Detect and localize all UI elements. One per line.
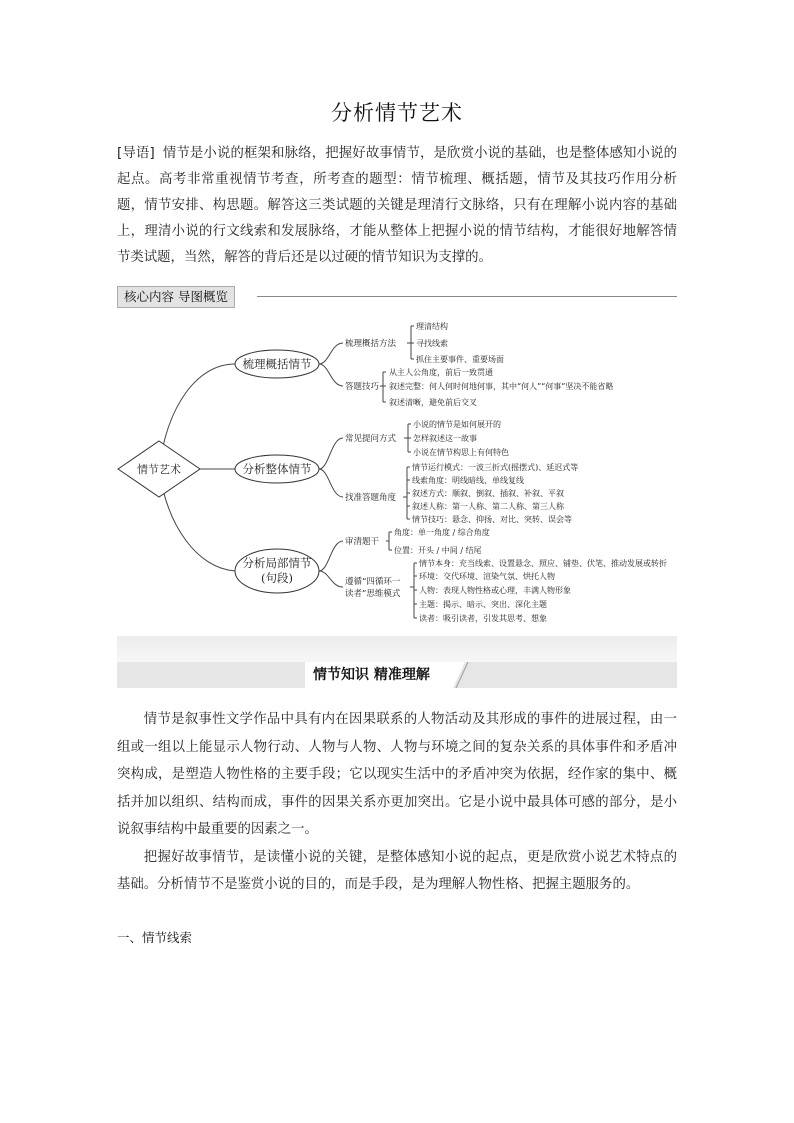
leaf-item: 从主人公角度，前后一致贯通 xyxy=(389,368,493,377)
sub-label: 梳理概括方法 xyxy=(345,339,397,349)
brace xyxy=(410,563,417,618)
page-title: 分析情节艺术 xyxy=(331,101,463,125)
leaf-item: 叙述清晰，避免前后交叉 xyxy=(389,398,477,407)
brace xyxy=(404,424,411,452)
leaf-item: 小说的情节是如何展开的 xyxy=(413,420,501,429)
section-label-overview: 核心内容 导图概览 xyxy=(117,286,235,308)
leaf-item: 怎样叙述这一故事 xyxy=(413,434,477,443)
intro-tag: [导语] xyxy=(117,146,155,161)
leaf-item: 叙述方式：顺叙、倒叙、插叙、补叙、平叙 xyxy=(412,489,564,498)
section-header-overview xyxy=(117,286,677,308)
intro-text: 情节是小说的框架和脉络，把握好故事情节，是欣赏小说的基础，也是整体感知小说的起点。高考非常重视情节考查，所考查的题型：情节梳理、概括题，情节及其技巧作用分析题，情节安排、构思题。解答这三类试题的关键是理清行文脉络，只有在理解小说内容的基础上，理清小说的行文线索和发展脉络，才能从整体上把握小说的情节结构，才能很好地解答情节类试题，当然，解答的背后还是以过硬的情节知识为支撑的。 xyxy=(117,146,678,265)
leaf-item: 人物：表现人物性格或心理，丰满人物形象 xyxy=(419,586,571,595)
section-label-knowledge: 情节知识 精准理解 xyxy=(313,667,430,683)
brace xyxy=(403,467,410,519)
branch-label-2: 分析整体情节 xyxy=(242,462,312,476)
sub-label: 常见提问方式 xyxy=(345,434,397,444)
connector xyxy=(319,343,343,364)
section-banner xyxy=(117,636,677,690)
connector xyxy=(319,571,343,587)
leaf-item: 寻找线索 xyxy=(416,339,448,348)
connector xyxy=(319,438,343,469)
leaf-item: 叙述人称：第一人称、第二人称、第三人称 xyxy=(412,502,564,511)
subheading: 一、情节线索 xyxy=(117,930,193,945)
sub-label: 答题技巧 xyxy=(345,382,380,392)
leaf-item: 情节运行模式：一波三折式(摇摆式)、延迟式等 xyxy=(412,463,579,472)
leaf-item: 情节本身：充当线索、设置悬念、照应、铺垫、伏笔、推动发展或转折 xyxy=(419,559,667,568)
leaf-item: 主题：揭示、暗示、突出、深化主题 xyxy=(419,600,547,609)
brace xyxy=(407,326,414,359)
sub-label: 遵循“四循环一 xyxy=(345,577,401,587)
mind-map xyxy=(117,316,677,632)
sub-label: 找准答题角度 xyxy=(345,493,397,503)
leaf-item: 读者：吸引读者，引发其思考、想象 xyxy=(419,614,547,623)
brace xyxy=(386,532,392,550)
branch-label-3a: 分析局部情节 xyxy=(242,556,312,570)
root-label: 情节艺术 xyxy=(137,463,181,476)
leaf-item: 环境：交代环境、渲染气氛、烘托人物 xyxy=(419,572,555,581)
connector xyxy=(319,541,343,571)
leaf-item: 位置：开头 / 中间 / 结尾 xyxy=(394,546,482,555)
intro-paragraph xyxy=(117,141,677,271)
paragraph: 把握好故事情节，是读懂小说的关键，是整体感知小说的起点，更是欣赏小说艺术特点的基础。分析情节不是鉴赏小说的目的，而是手段，是为理解人物性格、把握主题服务的。 xyxy=(117,849,677,892)
leaf-item: 角度：单一角度 / 综合角度 xyxy=(394,528,490,537)
leaf-item: 小说在情节构思上有何特色 xyxy=(413,448,509,457)
sub-label: 审清题干 xyxy=(345,537,380,547)
leaf-item: 情节技巧：悬念、抑扬、对比、突转、误会等 xyxy=(412,515,572,524)
leaf-item: 叙述完整：何人何时何地何事，其中“何人”“何事”坚决不能省略 xyxy=(389,382,614,391)
connector xyxy=(319,364,343,386)
banner-band-top xyxy=(117,636,677,662)
branch-label-1: 梳理概括情节 xyxy=(242,357,312,371)
brace xyxy=(380,372,386,402)
paragraph: 情节是叙事性文学作品中具有内在因果联系的人物活动及其形成的事件的进展过程，由一组或一组以上能显示人物行动、人物与人物、人物与环境之间的复杂关系的具体事件和矛盾冲突构成，是塑造人物性格的主要手段；它以现实生活中的矛盾冲突为依据，经作家的集中、概括并加以组织、结构而成，事件的因果关系亦更加突出。它是小说中最具体可感的部分，是小说叙事结构中最重要的因素之一。 xyxy=(117,712,677,837)
sub-label: 读者”思维模式 xyxy=(345,589,401,599)
leaf-item: 线索角度：明线暗线、单线复线 xyxy=(412,476,524,485)
body-text xyxy=(117,706,677,899)
leaf-item: 理清结构 xyxy=(416,322,448,331)
divider xyxy=(257,296,677,297)
leaf-item: 抓住主要事件、重要场面 xyxy=(416,355,504,364)
connector xyxy=(319,469,343,497)
branch-label-3b: (句段) xyxy=(261,571,293,585)
